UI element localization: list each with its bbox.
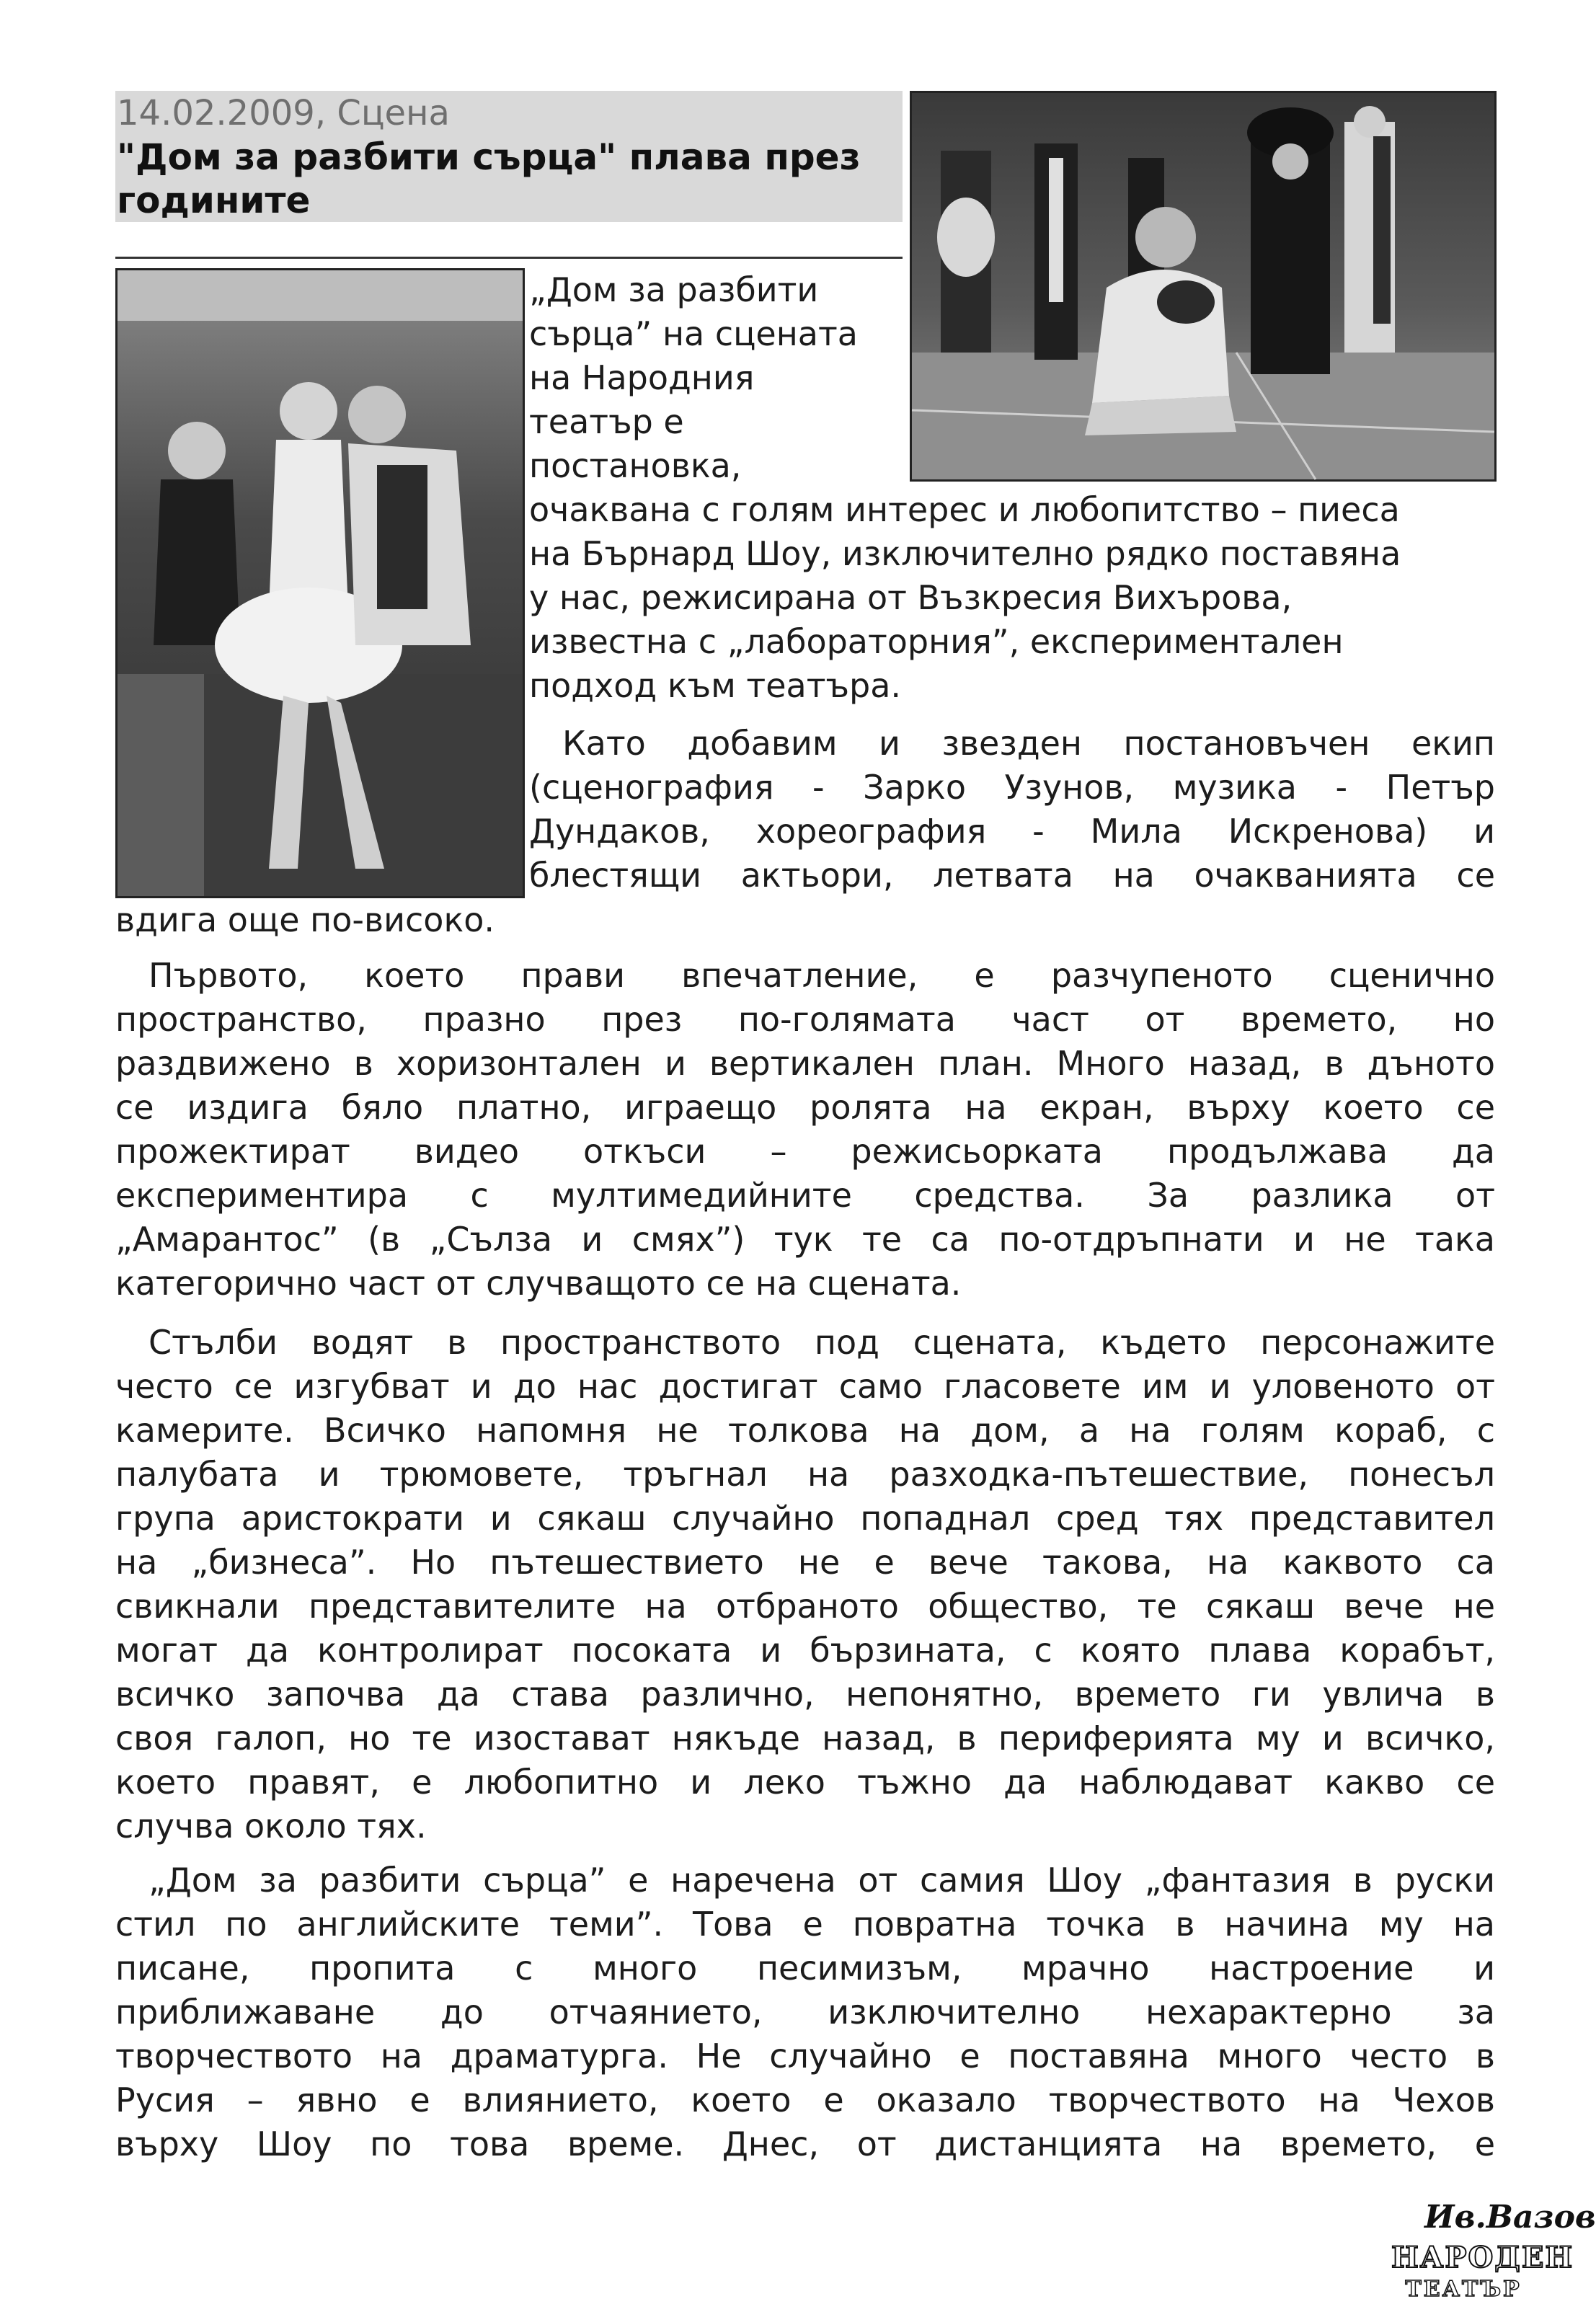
logo-line-1: НАРОДЕН	[1391, 2241, 1574, 2274]
text-line: раздвижено в хоризонтален и вертикален план. Много назад, в дъното	[115, 1044, 1495, 1083]
logo-script: Ив.Вазов	[1424, 2199, 1596, 2236]
article-paragraph-4	[115, 1321, 1495, 1848]
text-line: пространство, празно през по-голямата част от времето, но	[115, 1000, 1495, 1039]
text-line: творчеството на драматурга. Не случайно е поставяна много често в	[115, 2037, 1495, 2075]
text-line: върху Шоу по това време. Днес, от дистанцията на времето, е	[115, 2125, 1495, 2163]
logo-line-2: ТЕАТЪР	[1405, 2277, 1522, 2302]
article-date-section: 14.02.2009, Сцена	[117, 93, 450, 133]
text-line: постановка,	[529, 446, 742, 485]
header-divider	[115, 257, 903, 259]
text-line: стил по английските теми”. Това е повратна точка в начина му на	[115, 1905, 1495, 1944]
text-line: сърца” на сцената	[529, 314, 858, 353]
national-theatre-logo	[1391, 2199, 1596, 2314]
text-line: приближаване до отчаянието, изключително нехарактерно за	[115, 1993, 1495, 2032]
text-line: често се изгубват и до нас достигат само гласовете им и уловеното от	[115, 1367, 1495, 1406]
text-line: у нас, режисирана от Възкресия Вихърова,	[529, 578, 1293, 617]
text-line: (сценография - Зарко Узунов, музика - Петър	[529, 768, 1495, 807]
text-line: група аристократи и сякаш случайно попаднал сред тях представител	[115, 1499, 1495, 1538]
text-line: палубата и трюмовете, тръгнал на разходка-пътешествие, понесъл	[115, 1455, 1495, 1494]
text-line: на Бърнард Шоу, изключително рядко поставяна	[529, 534, 1401, 573]
article-paragraph-3	[115, 954, 1495, 1306]
text-line: категорично част от случващото се на сцената.	[115, 1264, 962, 1303]
text-line: на „бизнеса”. Но пътешествието не е вече такова, на каквото са	[115, 1543, 1495, 1582]
text-line: могат да контролират посоката и бързината, с която плава корабът,	[115, 1631, 1495, 1670]
text-line: камерите. Всичко напомня не толкова на дом, а на голям кораб, с	[115, 1411, 1495, 1450]
text-line: своя галоп, но те изостават някъде назад, в периферията му и всичко,	[115, 1719, 1495, 1758]
text-line: писане, пропита с много песимизъм, мрачно настроение и	[115, 1949, 1495, 1988]
article-paragraph-2	[529, 722, 1495, 898]
text-line: Първото, което прави впечатление, е разчупеното сценично	[148, 956, 1495, 995]
text-line: Дундаков, хореография - Мила Искренова) и	[529, 812, 1495, 851]
text-line: Русия – явно е влиянието, което е оказало творчеството на Чехов	[115, 2081, 1495, 2119]
article-paragraph-5	[115, 1859, 1495, 2166]
text-line: случва около тях.	[115, 1807, 427, 1846]
stage-photo-three-actors	[115, 268, 525, 898]
text-line: „Дом за разбити	[529, 270, 819, 309]
text-line: се издига бяло платно, играещо ролята на екран, върху което се	[115, 1088, 1495, 1127]
article-paragraph-1-wide	[529, 488, 1495, 708]
stage-photo-kneeling-actor	[910, 91, 1497, 482]
text-line: театър е	[529, 402, 684, 441]
text-line: всичко започва да става различно, непонятно, времето ги увлича в	[115, 1675, 1495, 1714]
text-line: „Амарантос” (в „Сълза и смях”) тук те са по-отдръпнати и не така	[115, 1220, 1495, 1259]
text-line: Стълби водят в пространството под сцената, където персонажите	[148, 1323, 1495, 1362]
text-line: очаквана с голям интерес и любопитство – пиеса	[529, 490, 1400, 529]
text-line: блестящи актьори, летвата на очакванията се	[529, 856, 1495, 895]
text-line: експериментира с мултимедийните средства. За разлика от	[115, 1176, 1495, 1215]
text-line: прожектират видео откъси – режисьорката продължава да	[115, 1132, 1495, 1171]
text-line: което правят, е любопитно и леко тъжно да наблюдават какво се	[115, 1763, 1495, 1802]
text-line: „Дом за разбити сърца” е наречена от самия Шоу „фантазия в руски	[148, 1861, 1495, 1900]
text-line: известна с „лабораторния”, експериментален	[529, 622, 1344, 661]
text-line: на Народния	[529, 358, 755, 397]
article-title: "Дом за разбити сърца" плава през годините	[117, 136, 861, 221]
article-paragraph-1-narrow	[529, 268, 904, 488]
text-line: Като добавим и звезден постановъчен екип	[562, 724, 1495, 763]
text-line: подход към театъра.	[529, 666, 902, 705]
text-line: свикнали представителите на отбраното общество, те сякаш вече не	[115, 1587, 1495, 1626]
article-paragraph-2-tail: вдига още по-високо.	[115, 900, 495, 939]
